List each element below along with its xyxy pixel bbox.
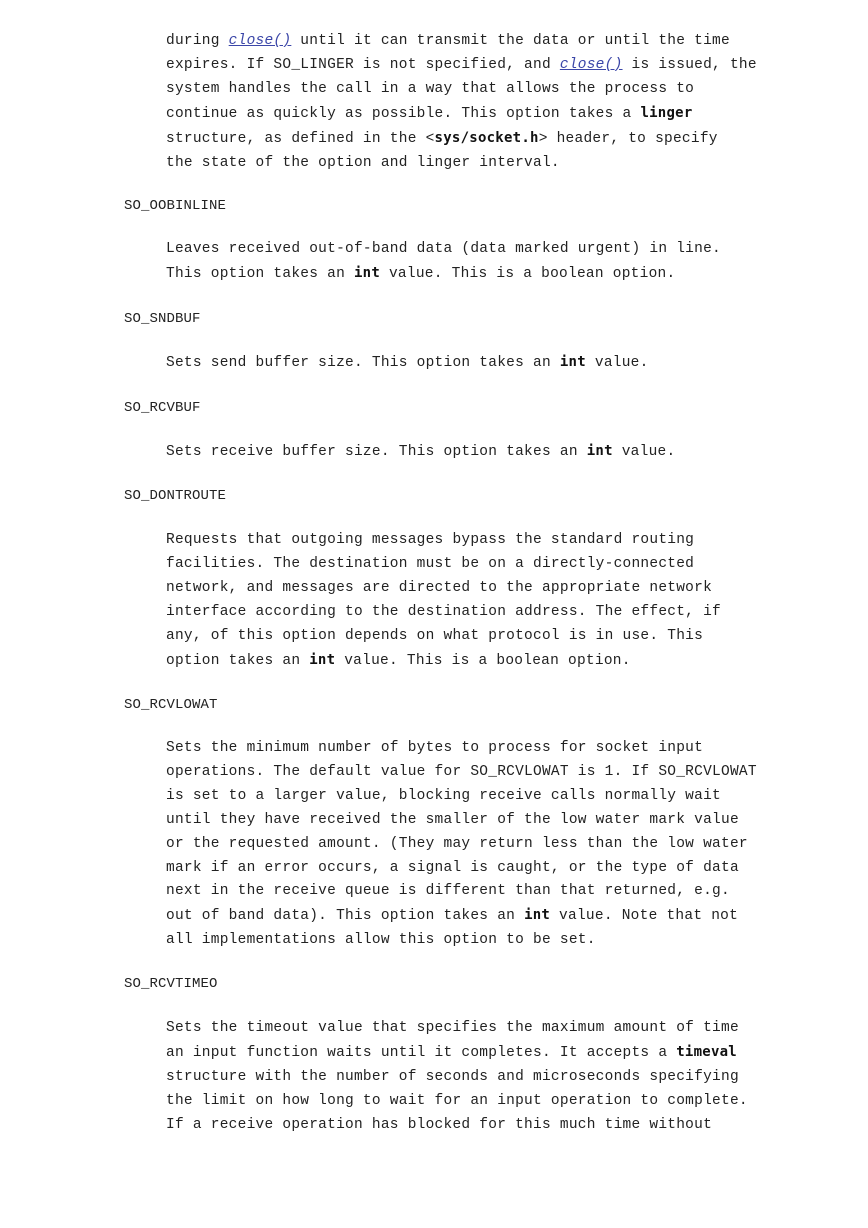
text: an input function waits until it completes. It accepts a <box>166 1044 677 1061</box>
text: option takes an <box>166 652 310 669</box>
text-line: next in the receive queue is different than that returned, e.g. <box>166 883 730 900</box>
rcvtimeo-description <box>166 1017 766 1138</box>
text-line: all implementations allow this option to be set. <box>166 932 596 949</box>
text-line: operations. The default value for SO_RCVLOWAT is 1. If SO_RCVLOWAT <box>166 763 757 780</box>
text: Sets send buffer size. This option takes an <box>166 355 560 371</box>
text-line: Leaves received out-of-band data (data marked urgent) in line. <box>166 241 721 257</box>
code-int: int <box>353 264 381 281</box>
close-link[interactable]: close() <box>228 33 292 49</box>
text-line: the limit on how long to wait for an input operation to complete. <box>166 1092 748 1109</box>
code-timeval: timeval <box>676 1043 737 1060</box>
text: value. <box>612 444 676 460</box>
text-line: or the requested amount. (They may return less than the low water <box>166 835 748 852</box>
code-int: int <box>586 443 613 459</box>
text-line: interface according to the destination address. The effect, if <box>166 603 721 620</box>
text: This option takes an <box>166 265 354 282</box>
code-int: int <box>559 354 586 370</box>
text: during <box>166 33 229 49</box>
text-line: Sets the minimum number of bytes to process for socket input <box>166 740 704 756</box>
oobinline-description <box>166 238 766 287</box>
term-so-dontroute: SO_DONTROUTE <box>124 488 227 504</box>
text: out of band data). This option takes an <box>166 908 525 925</box>
text: Sets receive buffer size. This option takes an <box>166 444 587 460</box>
text: value. <box>585 355 649 371</box>
text-line: until they have received the smaller of the low water mark value <box>166 811 739 828</box>
sndbuf-description <box>166 351 766 376</box>
text-line: facilities. The destination must be on a directly-connected <box>166 555 695 572</box>
code-int: int <box>309 651 336 668</box>
text-line: structure with the number of seconds and microseconds specifying <box>166 1068 739 1085</box>
text: value. This is a boolean option. <box>335 652 631 669</box>
code-header: sys/socket.h <box>434 129 539 146</box>
text: continue as quickly as possible. This option takes a <box>166 105 641 122</box>
text-line: the state of the option and linger interval. <box>166 154 560 171</box>
text: value. Note that not <box>550 908 739 925</box>
text: value. This is a boolean option. <box>380 265 676 282</box>
close-link[interactable]: close() <box>559 56 623 73</box>
text: structure, as defined in the < <box>166 130 435 147</box>
text: > header, to specify <box>538 130 718 147</box>
text: expires. If SO_LINGER is not specified, and <box>166 56 560 73</box>
text-line: If a receive operation has blocked for this much time without <box>166 1116 713 1133</box>
term-so-sndbuf: SO_SNDBUF <box>124 311 201 327</box>
text-line: Sets the timeout value that specifies the maximum amount of time <box>166 1020 739 1036</box>
code-linger: linger <box>640 104 693 121</box>
term-so-rcvlowat: SO_RCVLOWAT <box>124 697 218 713</box>
term-so-rcvtimeo: SO_RCVTIMEO <box>124 976 218 992</box>
text-line: Requests that outgoing messages bypass the standard routing <box>166 532 695 548</box>
text-line: system handles the call in a way that allows the process to <box>166 80 695 97</box>
rcvlowat-description <box>166 737 766 953</box>
text-line: is set to a larger value, blocking receive calls normally wait <box>166 787 721 804</box>
text: until it can transmit the data or until the time <box>291 33 730 49</box>
linger-continuation-paragraph <box>166 30 766 175</box>
text-line: any, of this option depends on what protocol is in use. This <box>166 627 704 644</box>
text-line: mark if an error occurs, a signal is caught, or the type of data <box>166 859 739 876</box>
term-so-oobinline: SO_OOBINLINE <box>124 198 227 214</box>
term-so-rcvbuf: SO_RCVBUF <box>124 400 201 416</box>
rcvbuf-description <box>166 440 766 465</box>
text-line: network, and messages are directed to the appropriate network <box>166 579 713 596</box>
dontroute-description <box>166 529 766 673</box>
code-int: int <box>524 907 551 924</box>
text: is issued, the <box>622 56 757 73</box>
